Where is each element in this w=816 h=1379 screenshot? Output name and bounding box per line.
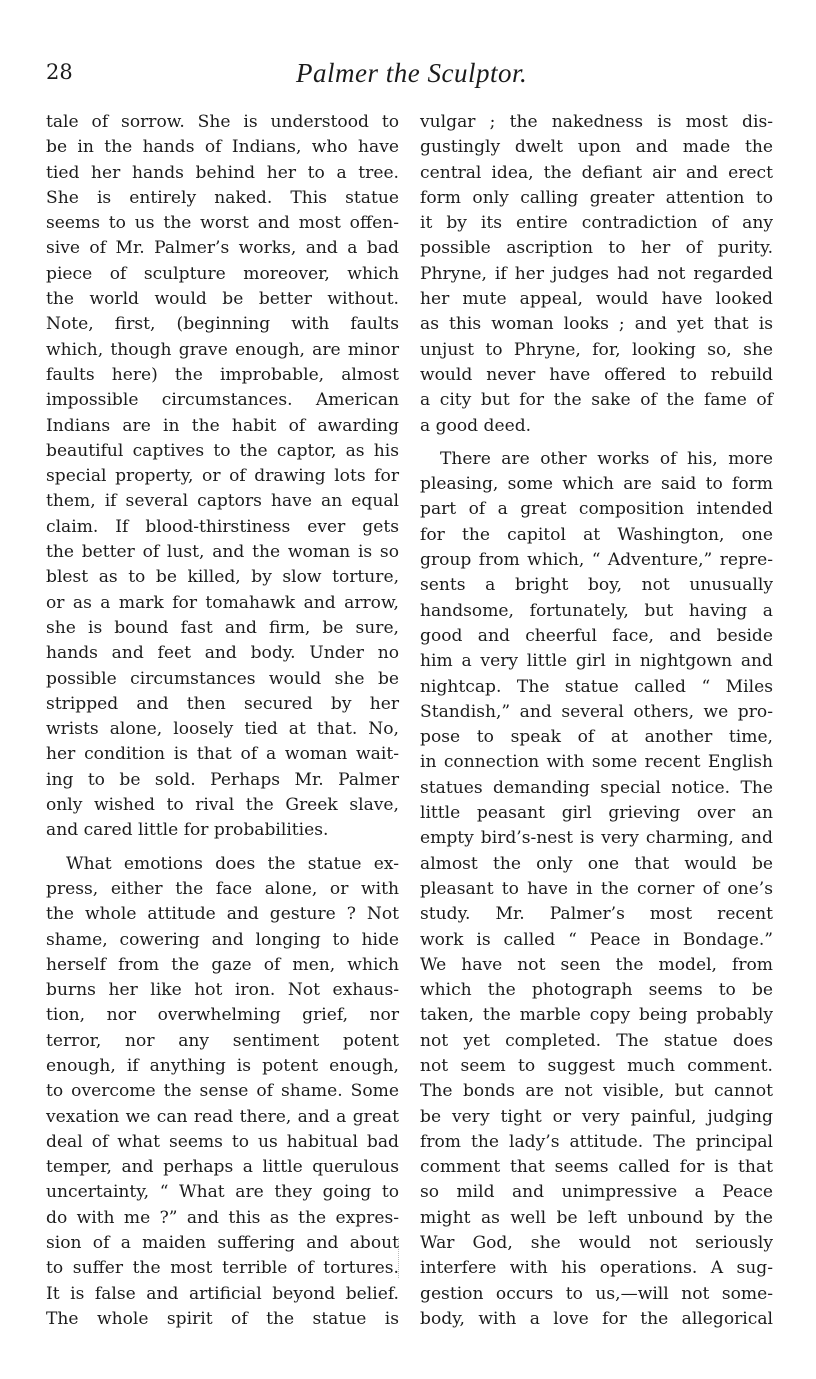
paragraph bbox=[46, 110, 399, 844]
paragraph bbox=[420, 110, 773, 439]
text-line: as this woman looks ; and yet that is bbox=[420, 314, 773, 335]
paragraph-gap bbox=[420, 439, 773, 447]
text-line: piece of sculpture moreover, which bbox=[46, 263, 399, 284]
text-line: him a very little girl in nightgown and bbox=[420, 651, 773, 672]
paragraph bbox=[46, 852, 399, 1333]
text-line: for the capitol at Washington, one bbox=[420, 524, 773, 545]
text-line: pleasant to have in the corner of one’s bbox=[420, 878, 773, 899]
text-line: statues demanding special notice. The bbox=[420, 777, 773, 798]
text-line: central idea, the defiant air and erect bbox=[420, 162, 773, 183]
text-line: study. Mr. Palmer’s most recent bbox=[420, 904, 773, 925]
text-line: uncertainty, “ What are they going to bbox=[46, 1182, 399, 1203]
text-line: be very tight or very painful, judging bbox=[420, 1106, 773, 1127]
text-line: be in the hands of Indians, who have bbox=[46, 137, 399, 158]
page-header bbox=[46, 56, 776, 96]
text-line: them, if several captors have an equal bbox=[46, 491, 399, 512]
text-line: hands and feet and body. Under no bbox=[46, 643, 399, 664]
text-line: Standish,” and several others, we pro- bbox=[420, 701, 773, 722]
text-line: Note, first, (beginning with faults bbox=[46, 314, 399, 335]
text-line: it by its entire contradiction of any bbox=[420, 213, 773, 234]
text-line: There are other works of his, more bbox=[440, 448, 773, 469]
text-line: body, with a love for the allegorical bbox=[420, 1308, 773, 1329]
text-line: do with me ?” and this as the expres- bbox=[46, 1207, 399, 1228]
left-column bbox=[46, 110, 399, 1332]
text-line: almost the only one that would be bbox=[420, 853, 773, 874]
text-line: only wished to rival the Greek slave, bbox=[46, 795, 399, 816]
text-line: Indians are in the habit of awarding bbox=[46, 415, 399, 436]
text-line: to overcome the sense of shame. Some bbox=[46, 1081, 399, 1102]
text-line: It is false and artificial beyond belief. bbox=[46, 1283, 399, 1304]
text-line: unjust to Phryne, for, looking so, she bbox=[420, 339, 773, 360]
text-line: in connection with some recent English bbox=[420, 752, 773, 773]
text-line: special property, or of drawing lots for bbox=[46, 466, 399, 487]
text-line: War God, she would not seriously bbox=[420, 1233, 773, 1254]
text-line: not seem to suggest much comment. bbox=[420, 1055, 773, 1076]
text-line: so mild and unimpressive a Peace bbox=[420, 1182, 773, 1203]
text-line: wrists alone, loosely tied at that. No, bbox=[46, 719, 399, 740]
right-column bbox=[420, 110, 773, 1332]
text-line: comment that seems called for is that bbox=[420, 1157, 773, 1178]
text-line: or as a mark for tomahawk and arrow, bbox=[46, 592, 399, 613]
text-line: would never have offered to rebuild bbox=[420, 364, 773, 385]
text-line: vexation we can read there, and a great bbox=[46, 1106, 399, 1127]
text-line: The bonds are not visible, but cannot bbox=[420, 1081, 773, 1102]
text-line: to suffer the most terrible of tortures. bbox=[46, 1258, 399, 1279]
text-line: pose to speak of at another time, bbox=[420, 727, 773, 748]
text-line: herself from the gaze of men, which bbox=[46, 954, 399, 975]
text-line: She is entirely naked. This statue bbox=[46, 187, 399, 208]
text-line: gustingly dwelt upon and made the bbox=[420, 137, 773, 158]
text-line: sion of a maiden suffering and about bbox=[46, 1233, 399, 1254]
text-line: from the lady’s attitude. The principal bbox=[420, 1131, 773, 1152]
text-line: possible circumstances would she be bbox=[46, 668, 399, 689]
text-line: her mute appeal, would have looked bbox=[420, 289, 773, 310]
text-line: ing to be sold. Perhaps Mr. Palmer bbox=[46, 769, 399, 790]
text-line: group from which, “ Adventure,” repre- bbox=[420, 550, 773, 571]
text-line: empty bird’s-nest is very charming, and bbox=[420, 828, 773, 849]
text-line: which the photograph seems to be bbox=[420, 980, 773, 1001]
text-line: enough, if anything is potent enough, bbox=[46, 1055, 399, 1076]
text-line: We have not seen the model, from bbox=[420, 954, 773, 975]
margin-mark bbox=[398, 1238, 405, 1278]
text-line: blest as to be killed, by slow torture, bbox=[46, 567, 399, 588]
text-line: good and cheerful face, and beside bbox=[420, 625, 773, 646]
running-title: Palmer the Sculptor. bbox=[296, 58, 528, 88]
text-line: her condition is that of a woman wait- bbox=[46, 744, 399, 765]
paragraph bbox=[420, 447, 773, 1332]
text-line: form only calling greater attention to bbox=[420, 187, 773, 208]
text-line: little peasant girl grieving over an bbox=[420, 803, 773, 824]
text-line: sents a bright boy, not unusually bbox=[420, 575, 773, 596]
text-line: faults here) the improbable, almost bbox=[46, 364, 399, 385]
text-line: vulgar ; the nakedness is most dis- bbox=[420, 112, 773, 132]
text-line: impossible circumstances. American bbox=[46, 390, 399, 411]
text-line: taken, the marble copy being probably bbox=[420, 1005, 773, 1026]
text-line: tion, nor overwhelming grief, nor bbox=[46, 1005, 399, 1026]
text-line: interfere with his operations. A sug- bbox=[420, 1258, 773, 1279]
text-line: deal of what seems to us habitual bad bbox=[46, 1131, 399, 1152]
text-line: and cared little for probabilities. bbox=[46, 820, 329, 841]
paragraph-gap bbox=[46, 844, 399, 852]
text-line: the whole attitude and gesture ? Not bbox=[46, 904, 399, 925]
text-line: seems to us the worst and most offen- bbox=[46, 213, 399, 234]
text-line: gestion occurs to us,—will not some- bbox=[420, 1283, 773, 1304]
text-line: nightcap. The statue called “ Miles bbox=[420, 676, 773, 697]
text-line: handsome, fortunately, but having a bbox=[420, 600, 773, 621]
text-line: the better of lust, and the woman is so bbox=[46, 542, 399, 563]
text-line: tied her hands behind her to a tree. bbox=[46, 162, 399, 183]
text-line: not yet completed. The statue does bbox=[420, 1030, 773, 1051]
text-line: tale of sorrow. She is understood to bbox=[46, 112, 399, 132]
text-line: What emotions does the statue ex- bbox=[66, 853, 399, 874]
text-line: pleasing, some which are said to form bbox=[420, 474, 773, 495]
text-line: Phryne, if her judges had not regarded bbox=[420, 263, 773, 284]
text-line: might as well be left unbound by the bbox=[420, 1207, 773, 1228]
text-line: claim. If blood-thirstiness ever gets bbox=[46, 516, 399, 537]
text-line: temper, and perhaps a little querulous bbox=[46, 1157, 399, 1178]
text-line: stripped and then secured by her bbox=[46, 693, 399, 714]
text-line: which, though grave enough, are minor bbox=[46, 339, 399, 360]
text-line: The whole spirit of the statue is bbox=[46, 1308, 399, 1329]
text-line: beautiful captives to the captor, as his bbox=[46, 440, 399, 461]
text-line: work is called “ Peace in Bondage.” bbox=[420, 929, 773, 950]
text-line: the world would be better without. bbox=[46, 289, 399, 310]
text-line: sive of Mr. Palmer’s works, and a bad bbox=[46, 238, 399, 259]
text-line: a good deed. bbox=[420, 415, 532, 436]
text-line: press, either the face alone, or with bbox=[46, 878, 399, 899]
page-number: 28 bbox=[46, 60, 73, 84]
text-line: terror, nor any sentiment potent bbox=[46, 1030, 399, 1051]
text-line: a city but for the sake of the fame of bbox=[420, 390, 773, 411]
text-line: possible ascription to her of purity. bbox=[420, 238, 773, 259]
text-line: part of a great composition intended bbox=[420, 499, 773, 520]
text-line: burns her like hot iron. Not exhaus- bbox=[46, 980, 399, 1001]
text-line: shame, cowering and longing to hide bbox=[46, 929, 399, 950]
text-line: she is bound fast and firm, be sure, bbox=[46, 617, 399, 638]
